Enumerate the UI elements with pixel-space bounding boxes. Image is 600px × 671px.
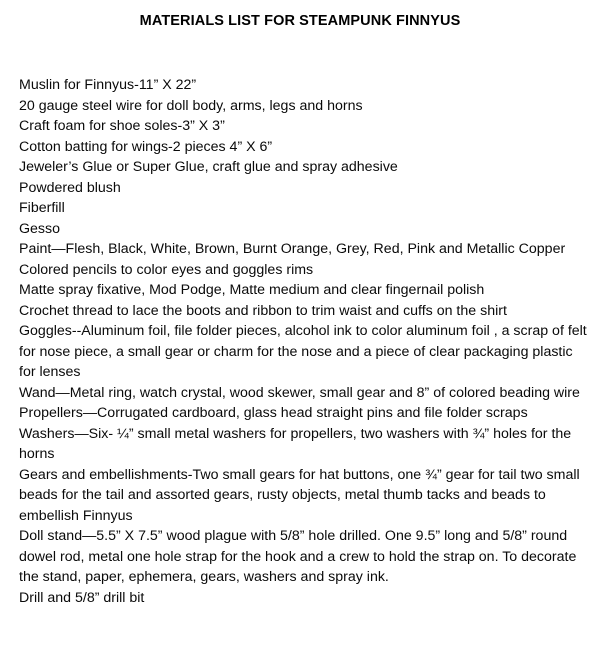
list-item: Fiberfill	[19, 200, 65, 216]
list-item: Gesso	[19, 220, 61, 237]
list-item: Goggles--Aluminum foil, file folder pieces, alcohol ink to color aluminum foil , a scrap of felt for nose piece, a small gear or charm for the nose and a piece of clear packaging plastic for lenses	[19, 323, 587, 380]
materials-list	[19, 75, 591, 608]
list-item: Crochet thread to lace the boots and ribbon to trim waist and cuffs on the shirt	[19, 302, 507, 319]
list-item: Gears and embellishments-Two small gears for hat buttons, one ¾” gear for tail two small beads for the tail and assorted gears, rusty objects, metal thumb tacks and beads to embellish Finnyus	[19, 466, 580, 524]
list-item: Paint—Flesh, Black, White, Brown, Burnt Orange, Grey, Red, Pink and Metallic Copper	[19, 241, 566, 257]
list-item: 20 gauge steel wire for doll body, arms, legs and horns	[19, 97, 363, 114]
list-item: Doll stand—5.5” X 7.5” wood plague with 5/8” hole drilled. One 9.5” long and 5/8” round dowel rod, metal one hole strap for the hook and a crew to hold the strap on. To decorate the stand, paper, ephemera, gears, washers and spray ink.	[19, 528, 577, 585]
list-item: Washers—Six- ¼” small metal washers for propellers, two washers with ¾” holes for the horns	[19, 425, 572, 462]
list-item: Wand—Metal ring, watch crystal, wood skewer, small gear and 8” of colored beading wire	[19, 384, 580, 401]
list-item: Cotton batting for wings-2 pieces 4” X 6”	[19, 138, 273, 155]
list-item: Colored pencils to color eyes and goggles rims	[19, 261, 314, 278]
list-item: Muslin for Finnyus-11” X 22”	[19, 77, 197, 93]
list-item: Craft foam for shoe soles-3” X 3”	[19, 118, 225, 134]
list-item: Drill and 5/8” drill bit	[19, 589, 145, 606]
list-item: Matte spray fixative, Mod Podge, Matte medium and clear fingernail polish	[19, 282, 485, 298]
list-item: Jeweler’s Glue or Super Glue, craft glue and spray adhesive	[19, 159, 398, 175]
list-item: Powdered blush	[19, 179, 121, 196]
list-item: Propellers—Corrugated cardboard, glass head straight pins and file folder scraps	[19, 405, 528, 421]
document-title: MATERIALS LIST FOR STEAMPUNK FINNYUS	[139, 13, 461, 29]
